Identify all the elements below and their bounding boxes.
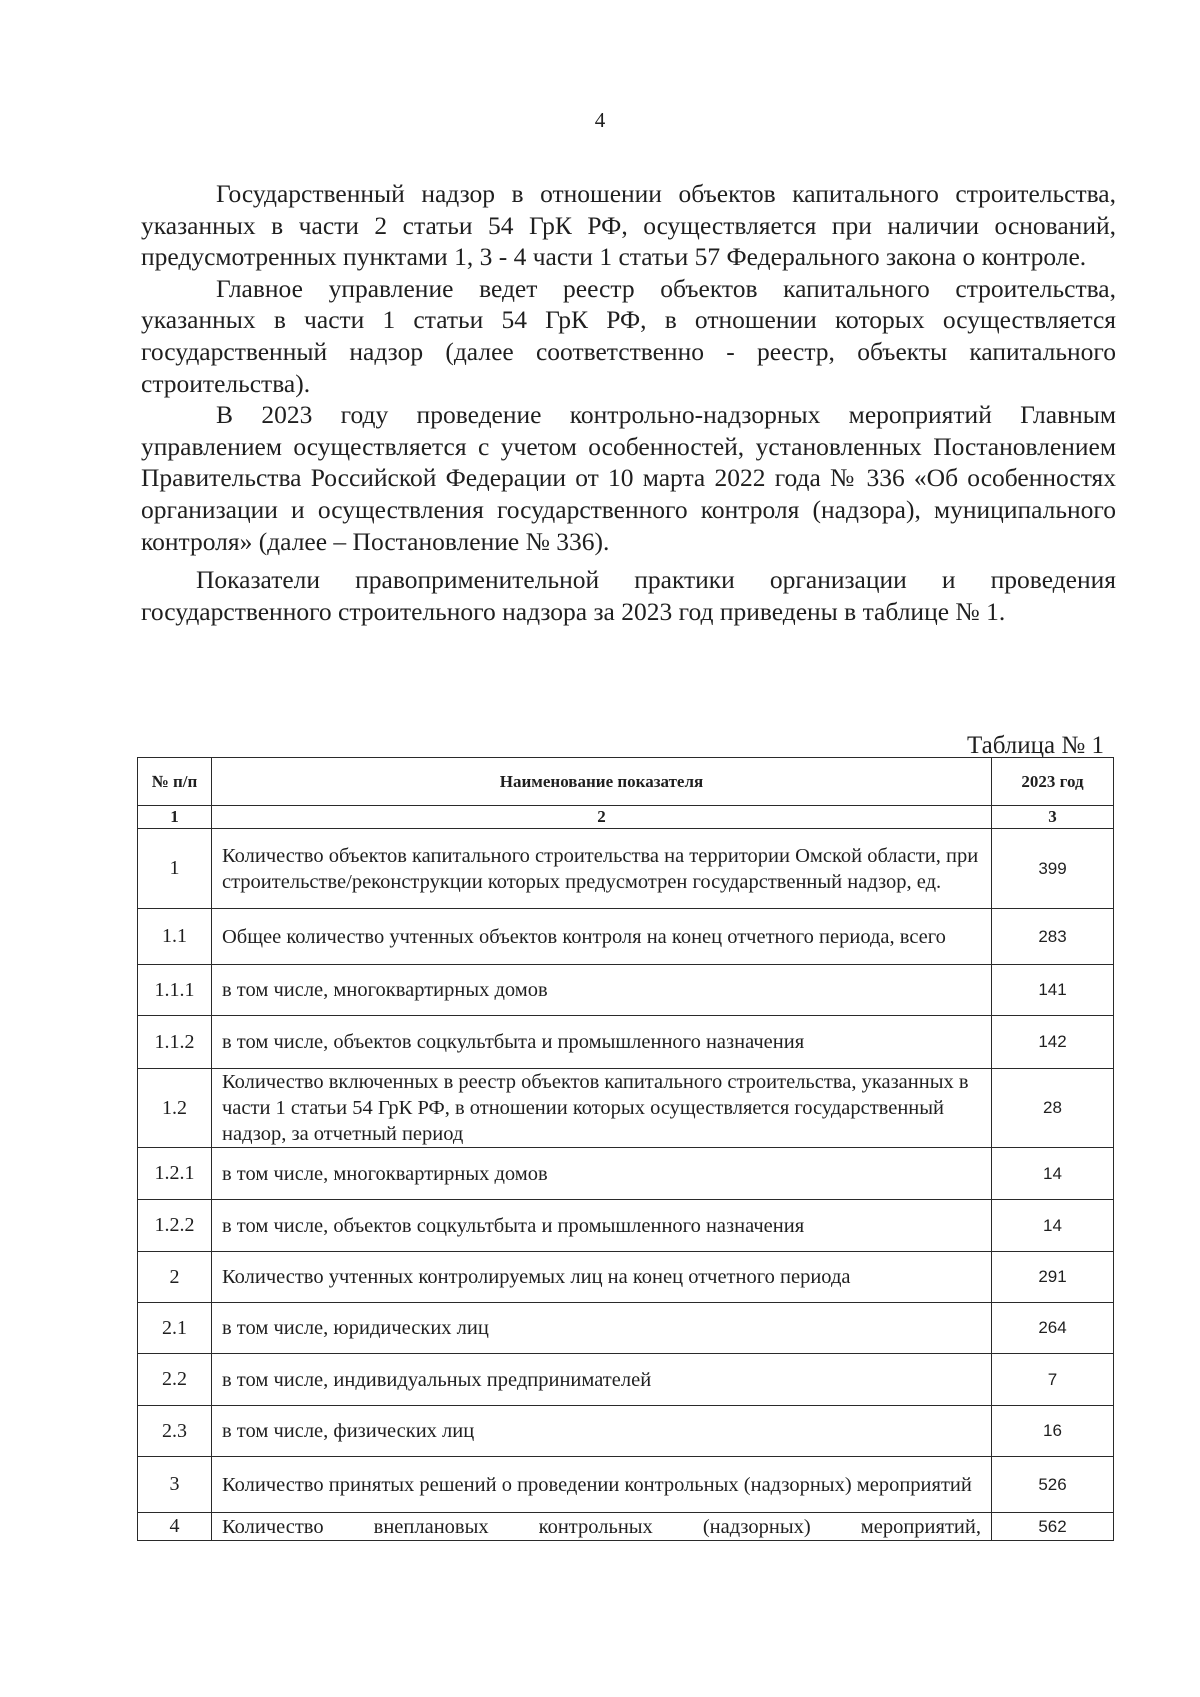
row-value: 399 xyxy=(992,829,1114,909)
row-name: Количество объектов капитального строительства на территории Омской области, при строительстве/реконструкции которых предусмотрен государственный надзор, ед. xyxy=(212,829,992,909)
table-row xyxy=(138,909,1114,965)
row-value: 562 xyxy=(992,1513,1114,1541)
row-name: Количество включенных в реестр объектов капитального строительства, указанных в части 1 статьи 54 ГрК РФ, в отношении которых осуществляется государственный надзор, за отчетный период xyxy=(212,1069,992,1148)
table-row xyxy=(138,829,1114,909)
row-value: 141 xyxy=(992,965,1114,1016)
row-name: Количество принятых решений о проведении контрольных (надзорных) мероприятий xyxy=(212,1457,992,1513)
header-name: Наименование показателя xyxy=(212,758,992,806)
row-name: в том числе, индивидуальных предпринимателей xyxy=(212,1354,992,1406)
row-number: 1.1.1 xyxy=(138,965,212,1016)
paragraph-4: Показатели правоприменительной практики организации и проведения государственного строительного надзора за 2023 год приведены в таблице № 1. xyxy=(141,565,1116,626)
indicators-table xyxy=(137,757,1114,1541)
table-caption: Таблица № 1 xyxy=(966,732,1104,759)
row-value: 283 xyxy=(992,909,1114,965)
row-number: 2 xyxy=(138,1252,212,1303)
row-number: 2.3 xyxy=(138,1406,212,1457)
row-value: 264 xyxy=(992,1303,1114,1354)
page-number: 4 xyxy=(594,108,606,132)
row-value: 142 xyxy=(992,1016,1114,1069)
table-header-row xyxy=(138,758,1114,806)
row-number: 1.2 xyxy=(138,1069,212,1148)
table-row xyxy=(138,1252,1114,1303)
table-row xyxy=(138,1148,1114,1200)
column-numbers-row xyxy=(138,806,1114,829)
table-row xyxy=(138,1406,1114,1457)
table-row xyxy=(138,1513,1114,1541)
table-row xyxy=(138,1303,1114,1354)
column-number: 2 xyxy=(212,806,992,829)
paragraph-2: Главное управление ведет реестр объектов капитального строительства, указанных в части 1 статьи 54 ГрК РФ, в отношении которых осуществляется государственный надзор (далее соответственно - реестр, объекты капитального строительства). xyxy=(141,273,1116,398)
paragraph-3: В 2023 году проведение контрольно-надзорных мероприятий Главным управлением осуществляется с учетом особенностей, установленных Постановлением Правительства Российской Федерации от 10 марта 2022 года № 336 «Об особенностях организации и осуществления государственного контроля (надзора), муниципального контроля» (далее – Постановление № 336). xyxy=(141,400,1116,556)
table-row xyxy=(138,1069,1114,1148)
table-row xyxy=(138,1354,1114,1406)
row-name: Количество учтенных контролируемых лиц на конец отчетного периода xyxy=(212,1252,992,1303)
row-name: в том числе, физических лиц xyxy=(212,1406,992,1457)
body-text xyxy=(141,178,1116,627)
table-row xyxy=(138,965,1114,1016)
row-value: 526 xyxy=(992,1457,1114,1513)
header-year: 2023 год xyxy=(992,758,1114,806)
row-number: 1.1 xyxy=(138,909,212,965)
row-name: в том числе, объектов соцкультбыта и промышленного назначения xyxy=(212,1200,992,1252)
row-value: 14 xyxy=(992,1200,1114,1252)
row-value: 7 xyxy=(992,1354,1114,1406)
row-name: Общее количество учтенных объектов контроля на конец отчетного периода, всего xyxy=(212,909,992,965)
row-name: в том числе, многоквартирных домов xyxy=(212,1148,992,1200)
header-number: № п/п xyxy=(138,758,212,806)
row-number: 1.2.1 xyxy=(138,1148,212,1200)
column-number: 1 xyxy=(138,806,212,829)
row-value: 16 xyxy=(992,1406,1114,1457)
row-number: 3 xyxy=(138,1457,212,1513)
row-value: 28 xyxy=(992,1069,1114,1148)
row-number: 1.1.2 xyxy=(138,1016,212,1069)
column-number: 3 xyxy=(992,806,1114,829)
paragraph-1: Государственный надзор в отношении объектов капитального строительства, указанных в части 2 статьи 54 ГрК РФ, осуществляется при наличии оснований, предусмотренных пунктами 1, 3 - 4 части 1 статьи 57 Федерального закона о контроле. xyxy=(141,179,1116,272)
row-number: 4 xyxy=(138,1513,212,1541)
table-row xyxy=(138,1016,1114,1069)
row-name: в том числе, юридических лиц xyxy=(212,1303,992,1354)
row-number: 2.2 xyxy=(138,1354,212,1406)
table-row xyxy=(138,1200,1114,1252)
row-value: 291 xyxy=(992,1252,1114,1303)
row-value: 14 xyxy=(992,1148,1114,1200)
row-number: 2.1 xyxy=(138,1303,212,1354)
row-name: в том числе, многоквартирных домов xyxy=(212,965,992,1016)
row-number: 1 xyxy=(138,829,212,909)
row-name: Количество внеплановых контрольных (надзорных) мероприятий, xyxy=(212,1513,992,1541)
table-row xyxy=(138,1457,1114,1513)
row-number: 1.2.2 xyxy=(138,1200,212,1252)
row-name: в том числе, объектов соцкультбыта и промышленного назначения xyxy=(212,1016,992,1069)
